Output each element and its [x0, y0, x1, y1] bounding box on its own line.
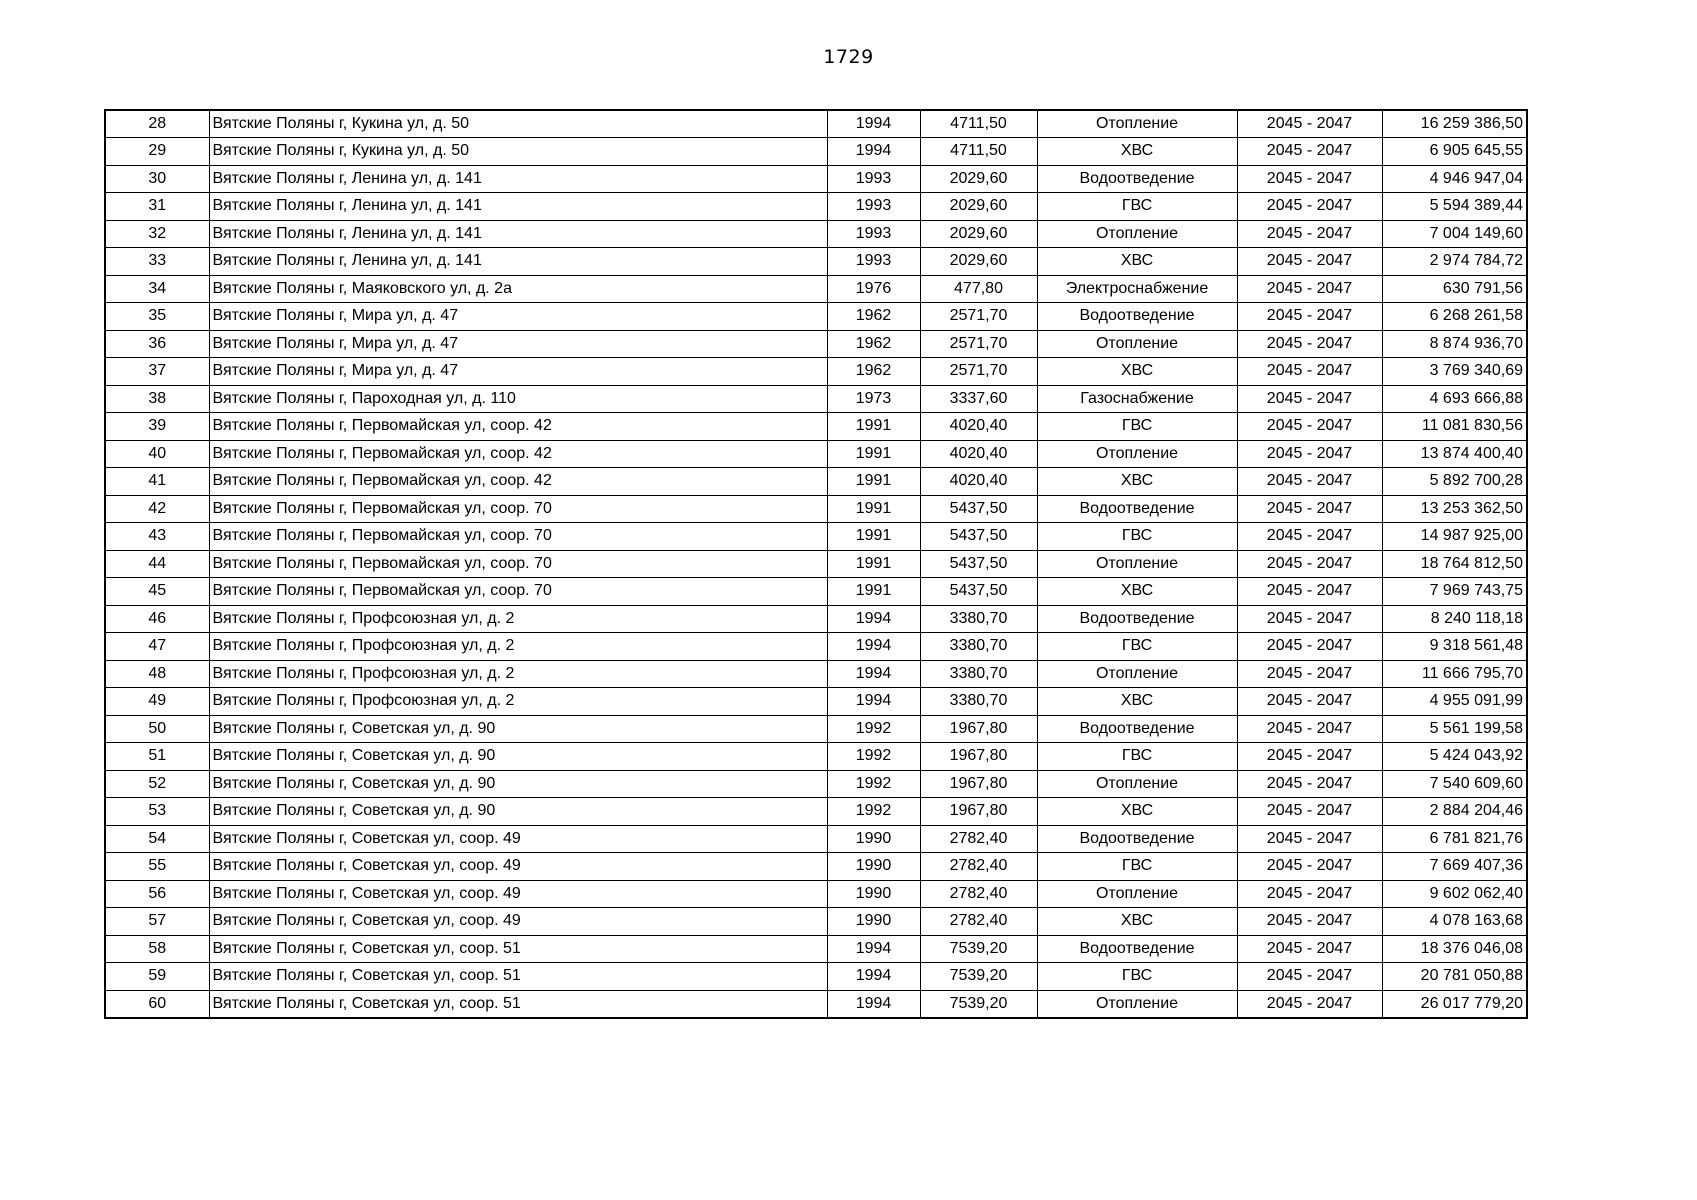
table-row — [105, 413, 1527, 441]
cell-address: Вятские Поляны г, Мира ул, д. 47 — [209, 303, 827, 331]
cell-number: 41 — [105, 468, 209, 496]
cell-period: 2045 - 2047 — [1237, 935, 1382, 963]
cell-number: 60 — [105, 990, 209, 1018]
cell-area: 2029,60 — [920, 220, 1037, 248]
cell-address: Вятские Поляны г, Первомайская ул, соор. 42 — [209, 468, 827, 496]
cell-cost: 26 017 779,20 — [1382, 990, 1527, 1018]
cell-area: 2571,70 — [920, 358, 1037, 386]
table-row — [105, 358, 1527, 386]
cell-number: 55 — [105, 853, 209, 881]
cell-address: Вятские Поляны г, Первомайская ул, соор. 70 — [209, 495, 827, 523]
cell-area: 477,80 — [920, 275, 1037, 303]
cell-area: 2782,40 — [920, 853, 1037, 881]
cell-service: Отопление — [1037, 770, 1237, 798]
cell-service: Отопление — [1037, 880, 1237, 908]
cell-address: Вятские Поляны г, Советская ул, д. 90 — [209, 798, 827, 826]
cell-service: Отопление — [1037, 110, 1237, 138]
cell-number: 42 — [105, 495, 209, 523]
table-row — [105, 385, 1527, 413]
cell-year: 1990 — [827, 908, 920, 936]
cell-period: 2045 - 2047 — [1237, 303, 1382, 331]
cell-address: Вятские Поляны г, Ленина ул, д. 141 — [209, 193, 827, 221]
cell-number: 38 — [105, 385, 209, 413]
cell-cost: 630 791,56 — [1382, 275, 1527, 303]
table-row — [105, 605, 1527, 633]
cell-area: 2782,40 — [920, 908, 1037, 936]
cell-number: 28 — [105, 110, 209, 138]
cell-period: 2045 - 2047 — [1237, 220, 1382, 248]
cell-cost: 6 268 261,58 — [1382, 303, 1527, 331]
cell-address: Вятские Поляны г, Пароходная ул, д. 110 — [209, 385, 827, 413]
cell-address: Вятские Поляны г, Советская ул, соор. 49 — [209, 908, 827, 936]
cell-address: Вятские Поляны г, Первомайская ул, соор. 42 — [209, 413, 827, 441]
cell-cost: 16 259 386,50 — [1382, 110, 1527, 138]
cell-number: 33 — [105, 248, 209, 276]
cell-cost: 8 240 118,18 — [1382, 605, 1527, 633]
cell-number: 49 — [105, 688, 209, 716]
cell-cost: 5 561 199,58 — [1382, 715, 1527, 743]
cell-period: 2045 - 2047 — [1237, 385, 1382, 413]
cell-service: ХВС — [1037, 578, 1237, 606]
cell-service: ГВС — [1037, 633, 1237, 661]
cell-area: 2029,60 — [920, 193, 1037, 221]
cell-service: ГВС — [1037, 743, 1237, 771]
cell-number: 30 — [105, 165, 209, 193]
cell-service: Газоснабжение — [1037, 385, 1237, 413]
cell-area: 5437,50 — [920, 495, 1037, 523]
cell-area: 1967,80 — [920, 715, 1037, 743]
cell-address: Вятские Поляны г, Ленина ул, д. 141 — [209, 248, 827, 276]
cell-service: ХВС — [1037, 798, 1237, 826]
cell-service: Водоотведение — [1037, 935, 1237, 963]
cell-service: ГВС — [1037, 523, 1237, 551]
cell-period: 2045 - 2047 — [1237, 853, 1382, 881]
cell-service: Водоотведение — [1037, 165, 1237, 193]
cell-area: 4020,40 — [920, 468, 1037, 496]
cell-area: 3380,70 — [920, 660, 1037, 688]
cell-period: 2045 - 2047 — [1237, 770, 1382, 798]
cell-year: 1991 — [827, 523, 920, 551]
cell-year: 1994 — [827, 110, 920, 138]
table-row — [105, 880, 1527, 908]
cell-cost: 4 955 091,99 — [1382, 688, 1527, 716]
cell-cost: 14 987 925,00 — [1382, 523, 1527, 551]
cell-year: 1991 — [827, 413, 920, 441]
cell-service: ХВС — [1037, 908, 1237, 936]
cell-number: 43 — [105, 523, 209, 551]
cell-year: 1993 — [827, 220, 920, 248]
table-row — [105, 743, 1527, 771]
cell-service: Отопление — [1037, 440, 1237, 468]
cell-period: 2045 - 2047 — [1237, 468, 1382, 496]
cell-year: 1992 — [827, 743, 920, 771]
cell-service: ХВС — [1037, 138, 1237, 166]
cell-number: 31 — [105, 193, 209, 221]
cell-number: 44 — [105, 550, 209, 578]
cell-area: 2782,40 — [920, 880, 1037, 908]
cell-number: 34 — [105, 275, 209, 303]
cell-cost: 11 081 830,56 — [1382, 413, 1527, 441]
cell-area: 7539,20 — [920, 935, 1037, 963]
cell-year: 1994 — [827, 605, 920, 633]
cell-cost: 9 318 561,48 — [1382, 633, 1527, 661]
table-row — [105, 550, 1527, 578]
cell-period: 2045 - 2047 — [1237, 633, 1382, 661]
table-row — [105, 990, 1527, 1018]
cell-number: 53 — [105, 798, 209, 826]
cell-cost: 2 974 784,72 — [1382, 248, 1527, 276]
table-row — [105, 825, 1527, 853]
table-row — [105, 853, 1527, 881]
cell-year: 1992 — [827, 798, 920, 826]
cell-cost: 11 666 795,70 — [1382, 660, 1527, 688]
cell-address: Вятские Поляны г, Маяковского ул, д. 2а — [209, 275, 827, 303]
table-body — [105, 110, 1527, 1018]
cell-service: Водоотведение — [1037, 605, 1237, 633]
cell-address: Вятские Поляны г, Профсоюзная ул, д. 2 — [209, 605, 827, 633]
table-row — [105, 193, 1527, 221]
cell-address: Вятские Поляны г, Мира ул, д. 47 — [209, 330, 827, 358]
table-row — [105, 935, 1527, 963]
cell-cost: 20 781 050,88 — [1382, 963, 1527, 991]
cell-area: 3380,70 — [920, 688, 1037, 716]
page-number: 1729 — [823, 46, 874, 68]
cell-number: 52 — [105, 770, 209, 798]
cell-service: Отопление — [1037, 550, 1237, 578]
cell-area: 1967,80 — [920, 743, 1037, 771]
cell-period: 2045 - 2047 — [1237, 990, 1382, 1018]
cell-period: 2045 - 2047 — [1237, 275, 1382, 303]
table-row — [105, 165, 1527, 193]
cell-year: 1991 — [827, 468, 920, 496]
table-row — [105, 770, 1527, 798]
cell-service: ХВС — [1037, 688, 1237, 716]
cell-cost: 2 884 204,46 — [1382, 798, 1527, 826]
cell-period: 2045 - 2047 — [1237, 908, 1382, 936]
cell-address: Вятские Поляны г, Первомайская ул, соор. 42 — [209, 440, 827, 468]
cell-number: 40 — [105, 440, 209, 468]
cell-period: 2045 - 2047 — [1237, 578, 1382, 606]
cell-service: Водоотведение — [1037, 495, 1237, 523]
table-row — [105, 248, 1527, 276]
table-row — [105, 963, 1527, 991]
cell-period: 2045 - 2047 — [1237, 358, 1382, 386]
cell-area: 2782,40 — [920, 825, 1037, 853]
cell-area: 4711,50 — [920, 110, 1037, 138]
cell-service: ГВС — [1037, 413, 1237, 441]
cell-address: Вятские Поляны г, Советская ул, соор. 51 — [209, 990, 827, 1018]
cell-address: Вятские Поляны г, Советская ул, соор. 51 — [209, 963, 827, 991]
cell-number: 58 — [105, 935, 209, 963]
cell-number: 35 — [105, 303, 209, 331]
cell-year: 1994 — [827, 660, 920, 688]
cell-area: 4020,40 — [920, 413, 1037, 441]
cell-cost: 13 874 400,40 — [1382, 440, 1527, 468]
cell-address: Вятские Поляны г, Ленина ул, д. 141 — [209, 220, 827, 248]
cell-area: 4020,40 — [920, 440, 1037, 468]
cell-address: Вятские Поляны г, Кукина ул, д. 50 — [209, 138, 827, 166]
cell-address: Вятские Поляны г, Ленина ул, д. 141 — [209, 165, 827, 193]
cell-period: 2045 - 2047 — [1237, 688, 1382, 716]
cell-number: 29 — [105, 138, 209, 166]
cell-cost: 4 078 163,68 — [1382, 908, 1527, 936]
cell-service: Отопление — [1037, 990, 1237, 1018]
cell-year: 1991 — [827, 440, 920, 468]
cell-period: 2045 - 2047 — [1237, 715, 1382, 743]
cell-year: 1976 — [827, 275, 920, 303]
cell-period: 2045 - 2047 — [1237, 743, 1382, 771]
cell-year: 1994 — [827, 935, 920, 963]
table-row — [105, 468, 1527, 496]
cell-area: 3380,70 — [920, 633, 1037, 661]
cell-cost: 18 376 046,08 — [1382, 935, 1527, 963]
cell-area: 2571,70 — [920, 330, 1037, 358]
cell-address: Вятские Поляны г, Советская ул, соор. 49 — [209, 825, 827, 853]
cell-period: 2045 - 2047 — [1237, 880, 1382, 908]
cell-cost: 4 946 947,04 — [1382, 165, 1527, 193]
cell-period: 2045 - 2047 — [1237, 798, 1382, 826]
cell-year: 1962 — [827, 330, 920, 358]
cell-area: 1967,80 — [920, 798, 1037, 826]
cell-number: 45 — [105, 578, 209, 606]
cell-number: 39 — [105, 413, 209, 441]
cell-year: 1992 — [827, 770, 920, 798]
table-row — [105, 715, 1527, 743]
cell-number: 50 — [105, 715, 209, 743]
cell-year: 1991 — [827, 578, 920, 606]
cell-address: Вятские Поляны г, Профсоюзная ул, д. 2 — [209, 688, 827, 716]
cell-service: Отопление — [1037, 660, 1237, 688]
cell-area: 1967,80 — [920, 770, 1037, 798]
cell-area: 3380,70 — [920, 605, 1037, 633]
cell-year: 1994 — [827, 138, 920, 166]
table-row — [105, 330, 1527, 358]
table-row — [105, 523, 1527, 551]
cell-number: 37 — [105, 358, 209, 386]
cell-number: 59 — [105, 963, 209, 991]
cell-year: 1990 — [827, 853, 920, 881]
cell-address: Вятские Поляны г, Советская ул, соор. 51 — [209, 935, 827, 963]
cell-period: 2045 - 2047 — [1237, 825, 1382, 853]
cell-period: 2045 - 2047 — [1237, 413, 1382, 441]
cell-year: 1962 — [827, 358, 920, 386]
cell-address: Вятские Поляны г, Советская ул, д. 90 — [209, 715, 827, 743]
cell-area: 3337,60 — [920, 385, 1037, 413]
cell-cost: 7 540 609,60 — [1382, 770, 1527, 798]
cell-service: Электроснабжение — [1037, 275, 1237, 303]
cell-period: 2045 - 2047 — [1237, 440, 1382, 468]
cell-year: 1994 — [827, 688, 920, 716]
table-row — [105, 688, 1527, 716]
cell-year: 1990 — [827, 825, 920, 853]
cell-number: 51 — [105, 743, 209, 771]
cell-cost: 4 693 666,88 — [1382, 385, 1527, 413]
cell-period: 2045 - 2047 — [1237, 248, 1382, 276]
cell-number: 47 — [105, 633, 209, 661]
cell-year: 1962 — [827, 303, 920, 331]
cell-service: Водоотведение — [1037, 715, 1237, 743]
cell-address: Вятские Поляны г, Кукина ул, д. 50 — [209, 110, 827, 138]
cell-year: 1993 — [827, 165, 920, 193]
table-row — [105, 275, 1527, 303]
cell-cost: 6 905 645,55 — [1382, 138, 1527, 166]
cell-number: 46 — [105, 605, 209, 633]
cell-cost: 5 424 043,92 — [1382, 743, 1527, 771]
cell-period: 2045 - 2047 — [1237, 605, 1382, 633]
table-row — [105, 908, 1527, 936]
cell-cost: 6 781 821,76 — [1382, 825, 1527, 853]
cell-period: 2045 - 2047 — [1237, 138, 1382, 166]
cell-area: 2029,60 — [920, 248, 1037, 276]
cell-area: 7539,20 — [920, 990, 1037, 1018]
cell-address: Вятские Поляны г, Первомайская ул, соор. 70 — [209, 550, 827, 578]
cell-period: 2045 - 2047 — [1237, 110, 1382, 138]
cell-service: Отопление — [1037, 220, 1237, 248]
cell-period: 2045 - 2047 — [1237, 660, 1382, 688]
table-row — [105, 138, 1527, 166]
cell-year: 1991 — [827, 495, 920, 523]
cell-area: 7539,20 — [920, 963, 1037, 991]
cell-cost: 3 769 340,69 — [1382, 358, 1527, 386]
cell-number: 48 — [105, 660, 209, 688]
cell-service: Водоотведение — [1037, 825, 1237, 853]
cell-number: 56 — [105, 880, 209, 908]
cell-service: Отопление — [1037, 330, 1237, 358]
cell-cost: 5 892 700,28 — [1382, 468, 1527, 496]
table-row — [105, 578, 1527, 606]
cell-area: 2029,60 — [920, 165, 1037, 193]
cell-area: 4711,50 — [920, 138, 1037, 166]
cell-year: 1991 — [827, 550, 920, 578]
table-row — [105, 440, 1527, 468]
cell-period: 2045 - 2047 — [1237, 330, 1382, 358]
table-row — [105, 303, 1527, 331]
cell-year: 1973 — [827, 385, 920, 413]
cell-cost: 7 969 743,75 — [1382, 578, 1527, 606]
table-row — [105, 495, 1527, 523]
cell-year: 1993 — [827, 248, 920, 276]
cell-address: Вятские Поляны г, Первомайская ул, соор. 70 — [209, 523, 827, 551]
cell-service: ГВС — [1037, 963, 1237, 991]
cell-number: 32 — [105, 220, 209, 248]
table-row — [105, 220, 1527, 248]
cell-address: Вятские Поляны г, Советская ул, д. 90 — [209, 743, 827, 771]
cell-address: Вятские Поляны г, Советская ул, соор. 49 — [209, 880, 827, 908]
cell-year: 1990 — [827, 880, 920, 908]
cell-cost: 5 594 389,44 — [1382, 193, 1527, 221]
cell-year: 1994 — [827, 633, 920, 661]
table-row — [105, 798, 1527, 826]
cell-number: 54 — [105, 825, 209, 853]
cell-number: 57 — [105, 908, 209, 936]
cell-cost: 9 602 062,40 — [1382, 880, 1527, 908]
cell-cost: 7 004 149,60 — [1382, 220, 1527, 248]
table-row — [105, 660, 1527, 688]
cell-address: Вятские Поляны г, Советская ул, д. 90 — [209, 770, 827, 798]
table-row — [105, 110, 1527, 138]
cell-address: Вятские Поляны г, Профсоюзная ул, д. 2 — [209, 633, 827, 661]
cell-cost: 7 669 407,36 — [1382, 853, 1527, 881]
cell-year: 1994 — [827, 963, 920, 991]
cell-service: ХВС — [1037, 358, 1237, 386]
cell-period: 2045 - 2047 — [1237, 193, 1382, 221]
cell-cost: 8 874 936,70 — [1382, 330, 1527, 358]
table-row — [105, 633, 1527, 661]
cell-period: 2045 - 2047 — [1237, 963, 1382, 991]
cell-year: 1993 — [827, 193, 920, 221]
repair-schedule-table — [104, 109, 1528, 1019]
cell-period: 2045 - 2047 — [1237, 523, 1382, 551]
cell-number: 36 — [105, 330, 209, 358]
cell-area: 5437,50 — [920, 523, 1037, 551]
cell-period: 2045 - 2047 — [1237, 550, 1382, 578]
cell-period: 2045 - 2047 — [1237, 165, 1382, 193]
cell-period: 2045 - 2047 — [1237, 495, 1382, 523]
cell-address: Вятские Поляны г, Первомайская ул, соор. 70 — [209, 578, 827, 606]
cell-service: ГВС — [1037, 193, 1237, 221]
cell-area: 2571,70 — [920, 303, 1037, 331]
cell-service: ГВС — [1037, 853, 1237, 881]
cell-service: ХВС — [1037, 248, 1237, 276]
cell-service: Водоотведение — [1037, 303, 1237, 331]
cell-address: Вятские Поляны г, Мира ул, д. 47 — [209, 358, 827, 386]
cell-area: 5437,50 — [920, 578, 1037, 606]
cell-year: 1994 — [827, 990, 920, 1018]
cell-cost: 18 764 812,50 — [1382, 550, 1527, 578]
cell-address: Вятские Поляны г, Профсоюзная ул, д. 2 — [209, 660, 827, 688]
cell-year: 1992 — [827, 715, 920, 743]
cell-area: 5437,50 — [920, 550, 1037, 578]
cell-service: ХВС — [1037, 468, 1237, 496]
cell-cost: 13 253 362,50 — [1382, 495, 1527, 523]
cell-address: Вятские Поляны г, Советская ул, соор. 49 — [209, 853, 827, 881]
